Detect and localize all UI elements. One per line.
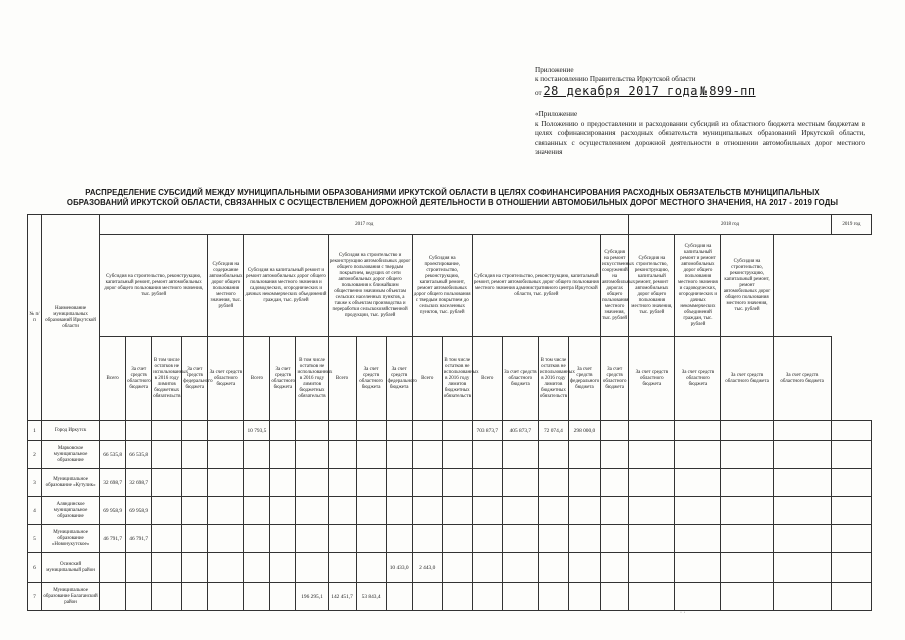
table-cell (152, 583, 182, 611)
table-cell (600, 497, 628, 525)
table-cell: 405 873,7 (502, 421, 538, 441)
table-cell: 53 843,4 (356, 583, 386, 611)
table-cell (502, 553, 538, 583)
table-cell (412, 583, 442, 611)
table-cell (568, 525, 600, 553)
table-cell (296, 553, 328, 583)
table-cell: 66 535,8 (126, 441, 152, 469)
table-cell (675, 553, 721, 583)
row-number: 2 (28, 441, 42, 469)
table-cell (328, 421, 356, 441)
subsidy-table (27, 214, 872, 611)
row-number: 5 (28, 525, 42, 553)
row-number: 4 (28, 497, 42, 525)
table-cell (126, 421, 152, 441)
table-cell (152, 421, 182, 441)
table-cell (472, 441, 502, 469)
regulation-paragraph (535, 110, 865, 158)
sub-regional: За счет средств областного бюджета (600, 337, 628, 421)
table-cell (600, 583, 628, 611)
table-cell (831, 441, 871, 469)
table-cell (675, 497, 721, 525)
municipality-name: Город Иркутск (42, 421, 100, 441)
date-prefix: от (535, 89, 542, 97)
group3-header: Субсидия на капитальный ремонт и ремонт автомобильных дорог общего пользования местного значения и садоводческих, огороднических и дачных некоммерческих объединений граждан, тыс. рублей (244, 235, 328, 337)
table-cell (831, 583, 871, 611)
table-cell (386, 497, 412, 525)
sub-total: Всего (412, 337, 442, 421)
table-cell (152, 525, 182, 553)
table-cell (356, 525, 386, 553)
table-cell: 66 535,8 (100, 441, 126, 469)
table-cell (270, 553, 296, 583)
table-cell (472, 583, 502, 611)
paragraph-first-line: «Приложение (535, 110, 578, 118)
title-line-2: ОБРАЗОВАНИЙ ИРКУТСКОЙ ОБЛАСТИ, СВЯЗАННЫХ С ОСУЩЕСТВЛЕНИЕМ ДОРОЖНОЙ ДЕЯТЕЛЬНОСТИ В ОТНОШЕНИИ АВТОМОБИЛЬНЫХ ДОРОГ МЕСТНОГО ЗНАЧЕНИЯ, НА 2017 - 2019 ГОДЫ (66, 198, 839, 207)
table-cell: 298 000,0 (568, 421, 600, 441)
table-cell (270, 583, 296, 611)
group10-header: Субсидия на строительство, реконструкцию, капитальный ремонт, ремонт автомобильных дорог общего пользования местного значения, тыс. рублей (721, 235, 773, 337)
table-cell (208, 469, 244, 497)
table-cell (629, 553, 675, 583)
table-cell (831, 497, 871, 525)
table-cell (270, 525, 296, 553)
table-cell (152, 469, 182, 497)
table-cell (773, 525, 831, 553)
table-cell (629, 469, 675, 497)
municipality-name: Аляндинское муниципальное образование (42, 497, 100, 525)
table-cell: 10 433,0 (386, 553, 412, 583)
table-cell (538, 525, 568, 553)
table-cell (270, 441, 296, 469)
sub-total: Всего (100, 337, 126, 421)
table-cell (675, 525, 721, 553)
table-cell (600, 525, 628, 553)
table-cell (386, 525, 412, 553)
table-cell: 2 443,0 (412, 553, 442, 583)
table-cell (152, 497, 182, 525)
group5-header: Субсидия на проектирование, строительство, реконструкцию, капитальный ремонт, ремонт автомобильных дорог общего пользования с твердым покрытием до сельских населенных пунктов, тыс. рублей (412, 235, 472, 337)
table-cell (472, 469, 502, 497)
table-cell (721, 525, 773, 553)
sub-regional: За счет средств областного бюджета (126, 337, 152, 421)
table-cell (472, 525, 502, 553)
table-cell (600, 553, 628, 583)
table-cell: 196 295,1 (296, 583, 328, 611)
group6-header: Субсидия на строительство, реконструкцию, капитальный ремонт, ремонт автомобильных дорог общего пользования местного значения административного центра Иркутской области, тыс. рублей (472, 235, 600, 337)
table-row (28, 469, 872, 497)
scan-mark: · · (680, 610, 686, 616)
table-cell (442, 583, 472, 611)
table-cell (773, 421, 831, 441)
table-cell (502, 497, 538, 525)
table-cell (386, 583, 412, 611)
table-cell (152, 441, 182, 469)
table-cell (675, 469, 721, 497)
table-cell (386, 421, 412, 441)
table-cell (538, 441, 568, 469)
handwritten-date: 28 декабря 2017 года (543, 84, 698, 98)
table-cell (182, 497, 208, 525)
table-cell: 142 451,7 (328, 583, 356, 611)
header-municipality: Наименование муниципальных образований Иркутской области (42, 215, 100, 421)
sub-regional: За счет средств областного бюджета (270, 337, 296, 421)
sub-total: Всего (328, 337, 356, 421)
table-cell (831, 525, 871, 553)
table-cell (126, 583, 152, 611)
table-cell (296, 525, 328, 553)
table-cell (208, 583, 244, 611)
document-title (40, 188, 865, 208)
municipality-name: Муниципальное образование «Кутулик» (42, 469, 100, 497)
table-cell (721, 441, 773, 469)
table-cell: 703 873,7 (472, 421, 502, 441)
table-cell: 46 791,7 (100, 525, 126, 553)
row-number: 6 (28, 553, 42, 583)
table-cell (208, 441, 244, 469)
table-cell (244, 469, 270, 497)
resolution-date-line (535, 84, 756, 98)
table-cell (721, 553, 773, 583)
table-cell (126, 553, 152, 583)
table-cell (442, 441, 472, 469)
group8-header: Субсидия на строительство, реконструкцию, капитальный ремонт, ремонт автомобильных дорог общего пользования местного значения, тыс. рублей (629, 235, 675, 337)
table-cell (442, 469, 472, 497)
table-cell (244, 497, 270, 525)
header-year-2018: 2018 год (629, 215, 831, 235)
table-cell (472, 497, 502, 525)
number-sign: № (699, 84, 708, 98)
table-cell (629, 421, 675, 441)
sub-including: В том числе остатков не использованных в 2016 году лимитов бюджетных обязательств (152, 337, 182, 421)
table-cell (100, 421, 126, 441)
table-cell (538, 583, 568, 611)
table-cell (600, 421, 628, 441)
paragraph-text: к Положению о предоставлении и расходовании субсидий из областного бюджета местным бюджетам в целях софинансирования расходных обязательств муниципальных образований Иркутской области, связанных с осуществлением дорожной деятельности в отношении автомобильных дорог местного значения (535, 119, 865, 157)
table-cell (472, 553, 502, 583)
table-cell (412, 421, 442, 441)
sub-including: В том числе остатков не использованных в 2016 году лимитов бюджетных обязательств (538, 337, 568, 421)
table-cell (244, 525, 270, 553)
table-cell (244, 553, 270, 583)
sub-total: Всего (244, 337, 270, 421)
table-cell: 32 698,7 (100, 469, 126, 497)
table-cell (356, 421, 386, 441)
table-cell (182, 525, 208, 553)
table-cell (244, 441, 270, 469)
table-row (28, 583, 872, 611)
table-cell: 10 793,5 (244, 421, 270, 441)
sub-regional: За счет средств областного бюджета (356, 337, 386, 421)
table-cell (568, 441, 600, 469)
table-cell (831, 469, 871, 497)
table-cell (831, 553, 871, 583)
table-cell (721, 497, 773, 525)
resolution-reference: к постановлению Правительства Иркутской области (535, 75, 696, 83)
table-cell (629, 525, 675, 553)
table-cell (328, 497, 356, 525)
table-row (28, 441, 872, 469)
table-cell (208, 497, 244, 525)
table-cell: 32 698,7 (126, 469, 152, 497)
table-cell (356, 553, 386, 583)
table-cell (600, 469, 628, 497)
table-cell (100, 553, 126, 583)
table-cell (182, 553, 208, 583)
table-cell (270, 421, 296, 441)
municipality-name: Муниципальное образование Балаганский район (42, 583, 100, 611)
municipality-name: Марковское муниципальное образование (42, 441, 100, 469)
sub-regional: За счет средств областного бюджета (773, 337, 831, 421)
group9-header: Субсидия на капитальный ремонт и ремонт автомобильных дорог общего пользования местного значения и садоводческих, огороднических и дачных некоммерческих объединений граждан, тыс. рублей (675, 235, 721, 337)
table-cell (208, 421, 244, 441)
group1-header: Субсидия на строительство, реконструкцию, капитальный ремонт, ремонт автомобильных дорог общего пользования местного значения, тыс. рублей (100, 235, 208, 337)
table-cell (356, 441, 386, 469)
table-cell (568, 497, 600, 525)
table-cell (502, 469, 538, 497)
table-cell (773, 497, 831, 525)
table-row (28, 421, 872, 441)
table-cell (296, 497, 328, 525)
table-cell (502, 583, 538, 611)
table-cell (675, 441, 721, 469)
sub-including: В том числе остатков не использованных в 2016 году лимитов бюджетных обязательств (296, 337, 328, 421)
table-cell (386, 469, 412, 497)
municipality-name: Муниципальное образование «Новонукутское» (42, 525, 100, 553)
table-row (28, 553, 872, 583)
group7-header: Субсидия на ремонт искусственных сооружений на автомобильных дорогах общего пользования местного значения, тыс. рублей (600, 235, 628, 337)
table-cell (773, 469, 831, 497)
table-cell (412, 469, 442, 497)
table-cell (721, 421, 773, 441)
table-cell (831, 421, 871, 441)
header-year-2019: 2019 год (831, 215, 871, 235)
table-cell (296, 441, 328, 469)
table-cell (442, 421, 472, 441)
table-cell (208, 553, 244, 583)
table-cell (773, 441, 831, 469)
table-cell (270, 497, 296, 525)
table-cell (152, 553, 182, 583)
table-cell (773, 583, 831, 611)
table-cell (182, 441, 208, 469)
table-cell (182, 421, 208, 441)
row-number: 3 (28, 469, 42, 497)
table-cell (328, 553, 356, 583)
table-cell (328, 525, 356, 553)
table-cell (538, 469, 568, 497)
table-cell (356, 497, 386, 525)
appendix-label: Приложение (535, 66, 574, 74)
table-cell (568, 469, 600, 497)
table-cell (538, 553, 568, 583)
table-cell (412, 497, 442, 525)
table-cell (629, 441, 675, 469)
table-cell (538, 497, 568, 525)
table-cell (386, 441, 412, 469)
table-cell (442, 525, 472, 553)
table-cell (100, 583, 126, 611)
row-number: 1 (28, 421, 42, 441)
row-number: 7 (28, 583, 42, 611)
table-cell (442, 553, 472, 583)
title-line-1: РАСПРЕДЕЛЕНИЕ СУБСИДИЙ МЕЖДУ МУНИЦИПАЛЬНЫМИ ОБРАЗОВАНИЯМИ ИРКУТСКОЙ ОБЛАСТИ В ЦЕЛЯХ СОФИНАНСИРОВАНИЯ РАСХОДНЫХ ОБЯЗАТЕЛЬСТВ МУНИЦИПАЛЬНЫХ (85, 188, 820, 197)
table-cell (182, 469, 208, 497)
header-number: № п/п (28, 215, 42, 421)
table-cell (502, 441, 538, 469)
table-cell (600, 441, 628, 469)
table-cell (442, 497, 472, 525)
group4-header: Субсидия на строительство и реконструкцию автомобильных дорог общего пользования с твердым покрытием, ведущих от сети автомобильных дорог общего пользования к ближайшим общественно значимым объектам сельских населенных пунктов, а также к объектам производства и переработки сельскохозяйственной продукции, тыс. рублей (328, 235, 412, 337)
municipality-name: Осинский муниципальный район (42, 553, 100, 583)
table-cell (328, 441, 356, 469)
table-cell (629, 583, 675, 611)
sub-federal: За счет средств федерального бюджета (568, 337, 600, 421)
sub-regional: За счет средств областного бюджета (208, 337, 244, 421)
sub-federal: За счет средств федерального бюджета (182, 337, 208, 421)
table-cell (208, 525, 244, 553)
table-cell (675, 421, 721, 441)
table-cell: 69 958,9 (100, 497, 126, 525)
table-cell (412, 525, 442, 553)
sub-total: Всего (472, 337, 502, 421)
table-cell (244, 583, 270, 611)
table-cell (721, 583, 773, 611)
table-row (28, 497, 872, 525)
table-cell: 46 791,7 (126, 525, 152, 553)
table-cell (629, 497, 675, 525)
sub-regional: За счет средств областного бюджета (721, 337, 773, 421)
handwritten-number: 899-пп (709, 84, 756, 98)
table-cell (568, 583, 600, 611)
sub-including: В том числе остатков не использованных в 2016 году лимитов бюджетных обязательств (442, 337, 472, 421)
sub-regional: За счет средств областного бюджета (629, 337, 675, 421)
table-cell (328, 469, 356, 497)
table-cell (296, 469, 328, 497)
sub-federal: За счет средств федерального бюджета (386, 337, 412, 421)
table-cell (721, 469, 773, 497)
table-cell (270, 469, 296, 497)
table-cell (412, 441, 442, 469)
group2-header: Субсидия на содержание автомобильных дорог общего пользования местного значения, тыс. рублей (208, 235, 244, 337)
table-cell (182, 583, 208, 611)
sub-regional: За счет средств областного бюджета (675, 337, 721, 421)
table-cell (296, 421, 328, 441)
table-cell (568, 553, 600, 583)
table-cell (675, 583, 721, 611)
sub-regional: За счет средств областного бюджета (502, 337, 538, 421)
table-cell (773, 553, 831, 583)
table-cell: 72 074,4 (538, 421, 568, 441)
table-cell (356, 469, 386, 497)
header-year-2017: 2017 год (100, 215, 629, 235)
table-cell (502, 525, 538, 553)
table-row (28, 525, 872, 553)
table-cell: 69 958,9 (126, 497, 152, 525)
